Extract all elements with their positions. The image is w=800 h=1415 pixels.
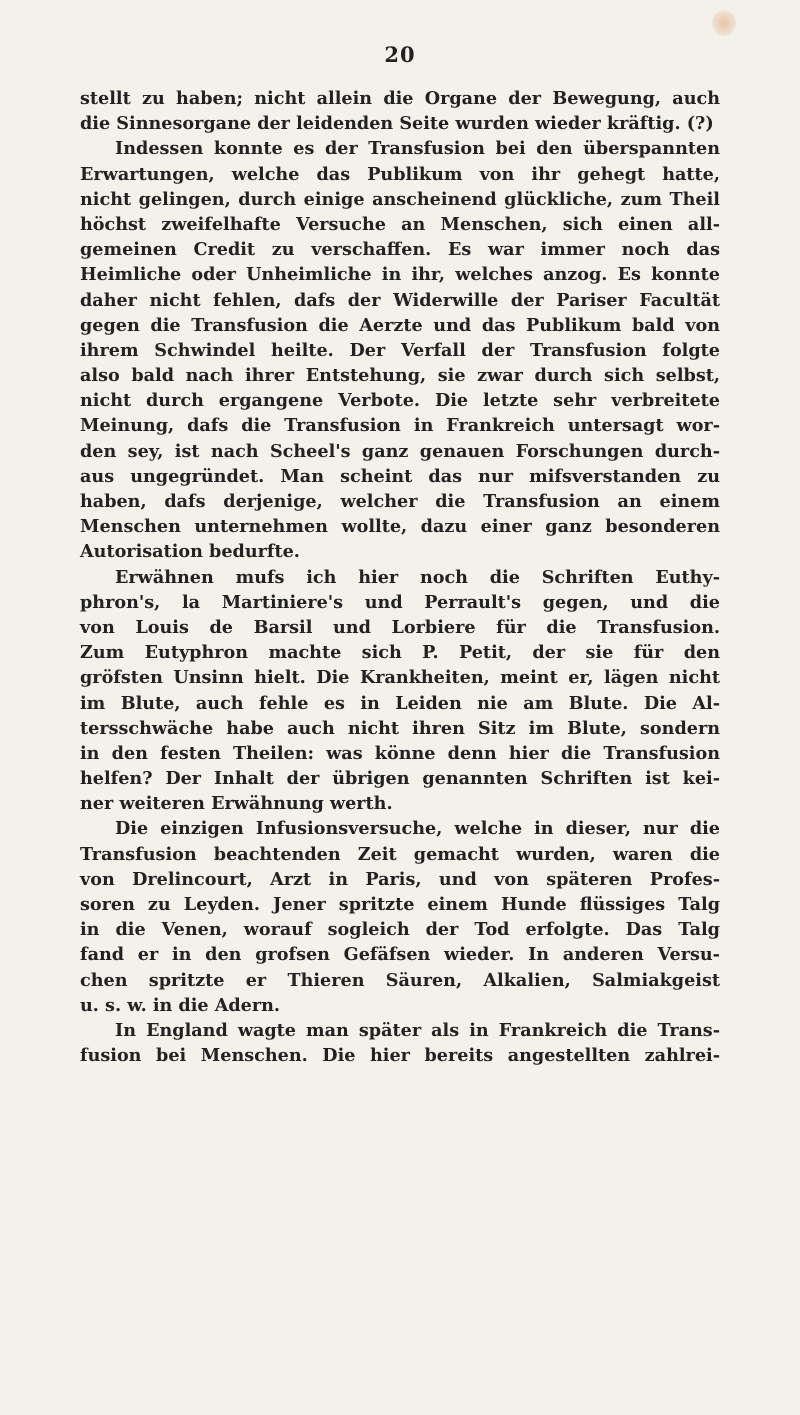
paper-stain xyxy=(712,10,736,36)
text-line: Erwartungen, welche das Publikum von ihr gehegt hatte, xyxy=(80,163,720,185)
text-line: u. s. w. in die Adern. xyxy=(80,994,281,1016)
text-line: aus ungegründet. Man scheint das nur mifsverstanden zu xyxy=(80,465,720,487)
text-line: gröfsten Unsinn hielt. Die Krankheiten, meint er, lägen nicht xyxy=(80,667,720,689)
text-line: phron's, la Martiniere's und Perrault's gegen, und die xyxy=(80,591,720,613)
text-line: gemeinen Credit zu verschaffen. Es war immer noch das xyxy=(80,239,720,261)
text-line: Erwähnen mufs ich hier noch die Schriften Euthy- xyxy=(115,566,720,588)
text-line: Indessen konnte es der Transfusion bei den überspannten xyxy=(115,138,720,160)
text-line: fusion bei Menschen. Die hier bereits angestellten zahlrei- xyxy=(80,1045,720,1067)
text-line: In England wagte man später als in Frankreich die Trans- xyxy=(115,1019,720,1041)
text-line: Transfusion beachtenden Zeit gemacht wurden, waren die xyxy=(80,843,720,865)
text-line: den sey, ist nach Scheel's ganz genauen Forschungen durch- xyxy=(80,440,720,462)
text-line: tersschwäche habe auch nicht ihren Sitz im Blute, sondern xyxy=(80,717,720,739)
text-line: nicht durch ergangene Verbote. Die letzte sehr verbreitete xyxy=(80,390,720,412)
text-line: ihrem Schwindel heilte. Der Verfall der Transfusion folgte xyxy=(80,339,720,361)
text-line: haben, dafs derjenige, welcher die Transfusion an einem xyxy=(80,491,720,512)
text-line: soren zu Leyden. Jener spritzte einem Hunde flüssiges Talg xyxy=(80,894,720,915)
text-line: im Blute, auch fehle es in Leiden nie am Blute. Die Al- xyxy=(80,692,720,714)
text-line: ner weiteren Erwähnung werth. xyxy=(80,793,393,815)
text-line: daher nicht fehlen, dafs der Widerwille der Pariser Facultät xyxy=(80,289,720,311)
text-line: nicht gelingen, durch einige anscheinend glückliche, zum Theil xyxy=(80,188,720,210)
text-line: in den festen Theilen: was könne denn hier die Transfusion xyxy=(80,742,720,764)
text-line: von Drelincourt, Arzt in Paris, und von späteren Profes- xyxy=(80,868,720,890)
text-line: höchst zweifelhafte Versuche an Menschen, sich einen all- xyxy=(80,213,720,235)
text-line: Menschen unternehmen wollte, dazu einer ganz besonderen xyxy=(80,516,720,538)
text-line: Heimliche oder Unheimliche in ihr, welches anzog. Es konnte xyxy=(80,264,720,286)
text-line: chen spritzte er Thieren Säuren, Alkalien, Salmiakgeist xyxy=(80,969,720,991)
text-line: Zum Eutyphron machte sich P. Petit, der sie für den xyxy=(80,642,720,664)
text-line: in die Venen, worauf sogleich der Tod erfolgte. Das Talg xyxy=(80,919,720,941)
text-line: die Sinnesorgane der leidenden Seite wurden wieder kräftig. (?) xyxy=(80,113,714,135)
body-text xyxy=(80,86,720,1068)
text-line: Autorisation bedurfte. xyxy=(80,541,300,563)
page-number: 20 xyxy=(384,42,416,67)
text-line: helfen? Der Inhalt der übrigen genannten Schriften ist kei- xyxy=(80,768,720,790)
text-line: gegen die Transfusion die Aerzte und das Publikum bald von xyxy=(80,314,720,336)
text-line: Die einzigen Infusionsversuche, welche in dieser, nur die xyxy=(115,818,720,840)
text-line: fand er in den grofsen Gefäfsen wieder. In anderen Versu- xyxy=(80,944,720,966)
text-line: von Louis de Barsil und Lorbiere für die Transfusion. xyxy=(80,616,720,638)
text-line: Meinung, dafs die Transfusion in Frankreich untersagt wor- xyxy=(80,415,720,437)
text-line: also bald nach ihrer Entstehung, sie zwar durch sich selbst, xyxy=(80,365,720,387)
text-line: stellt zu haben; nicht allein die Organe der Bewegung, auch xyxy=(80,88,720,109)
